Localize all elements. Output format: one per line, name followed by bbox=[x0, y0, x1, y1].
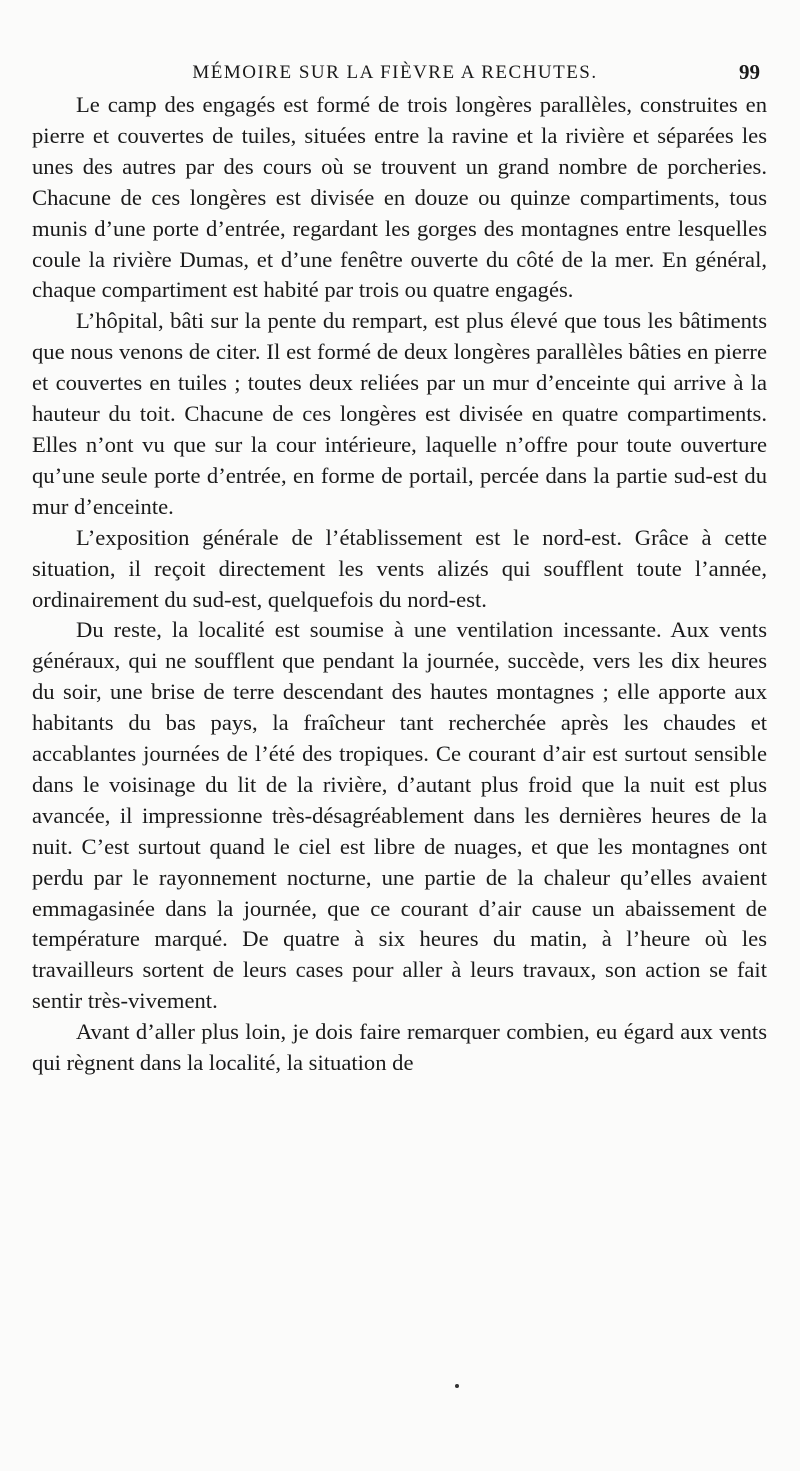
page-header bbox=[30, 58, 760, 88]
paragraph-avant: Avant d’aller plus loin, je dois faire remarquer combien, eu égard aux vents qui règnent dans la localité, la situation de bbox=[32, 1019, 767, 1076]
running-title: MÉMOIRE SUR LA FIÈVRE A RECHUTES. bbox=[192, 62, 598, 83]
paragraph-ventilation: Du reste, la localité est soumise à une ventilation incessante. Aux vents généraux, qui ne soufflent que pendant la journée, succède, vers les dix heures du soir, une brise de terre descendant des hautes montagnes ; elle apporte aux habitants du bas pays, la fraîcheur tant recherchée après les chaudes et accablantes journées de l’été des tropiques. Ce courant d’air est surtout sensible dans le voisinage du lit de la rivière, d’autant plus froid que la nuit est plus avancée, il impressionne très-désagréablement dans les dernières heures de la nuit. C’est surtout quand le ciel est libre de nuages, et que les montagnes ont perdu par le rayonnement nocturne, une partie de la chaleur qu’elles avaient emmagasinée dans la journée, que ce courant d’air cause un abaissement de température marqué. De quatre à six heures du matin, à l’heure où les travailleurs sortent de leurs cases pour aller à leurs travaux, son action se fait sentir très-vivement. bbox=[32, 617, 767, 1014]
page-number: 99 bbox=[739, 60, 760, 84]
paragraph-exposition: L’exposition générale de l’établissement est le nord-est. Grâce à cette situation, il reçoit directement les vents alizés qui soufflent toute l’année, ordinairement du sud-est, quelquefois du nord-est. bbox=[32, 524, 767, 612]
body-text bbox=[32, 90, 767, 1079]
ink-dot bbox=[455, 1384, 459, 1388]
paragraph-hopital: L’hôpital, bâti sur la pente du rempart, est plus élevé que tous les bâtiments que nous venons de citer. Il est formé de deux longères parallèles bâties en pierre et couvertes en tuiles ; toutes deux reliées par un mur d’enceinte qui arrive à la hauteur du toit. Chacune de ces longères est divisée en quatre compartiments. Elles n’ont vu que sur la cour intérieure, laquelle n’offre pour toute ouverture qu’une seule porte d’entrée, en forme de portail, percée dans la partie sud-est du mur d’enceinte. bbox=[32, 308, 767, 519]
paragraph-camp: Le camp des engagés est formé de trois longères parallèles, construites en pierre et couvertes de tuiles, situées entre la ravine et la rivière et séparées les unes des autres par des cours où se trouvent un grand nombre de porcheries. Chacune de ces longères est divisée en douze ou quinze compartiments, tous munis d’une porte d’entrée, regardant les gorges des montagnes entre lesquelles coule la rivière Dumas, et d’une fenêtre ouverte du côté de la mer. En général, chaque compartiment est habité par trois ou quatre engagés. bbox=[32, 92, 767, 303]
